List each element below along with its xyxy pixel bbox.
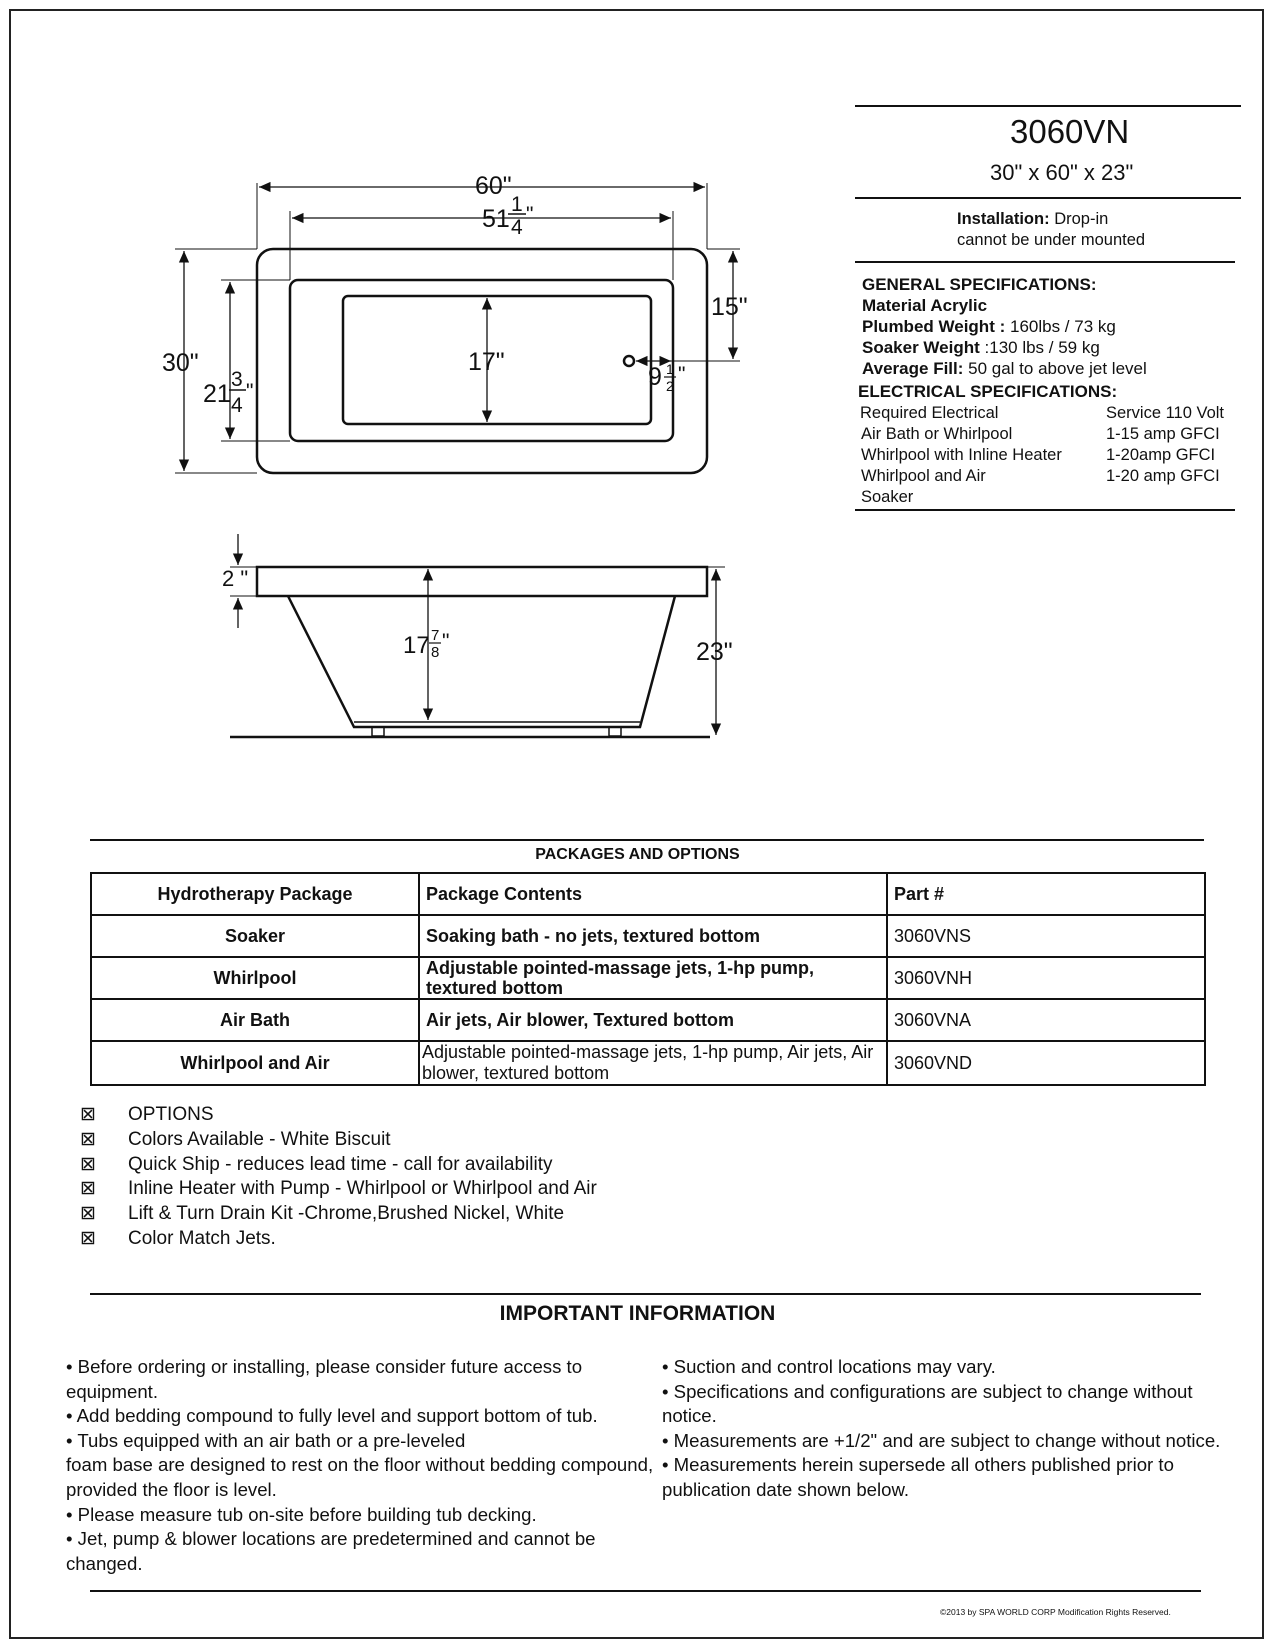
list-item (80, 1153, 597, 1178)
model-dimensions: 30" x 60" x 23" (990, 160, 1134, 185)
label-drain-offset-unit: " (678, 363, 686, 386)
label-inner-width-den: 4 (231, 394, 243, 417)
label-overall-height: 23" (696, 638, 733, 666)
package-part: 3060VND (887, 1041, 1205, 1085)
package-contents: Adjustable pointed-massage jets, 1-hp pump, textured bottom (419, 957, 887, 999)
label-inner-length-unit: " (526, 203, 534, 226)
packages-rule (90, 839, 1204, 841)
package-contents: Air jets, Air blower, Textured bottom (419, 999, 887, 1041)
option-bullet-icon: ⊠ (80, 1153, 96, 1175)
average-fill-value: 50 gal to above jet level (968, 359, 1147, 378)
option-text: Color Match Jets. (128, 1227, 276, 1249)
important-item: • Jet, pump & blower locations are predetermined and cannot be changed. (66, 1528, 596, 1574)
installation-label: Installation: (957, 210, 1050, 228)
soaker-weight-value: :130 lbs / 59 kg (984, 338, 1100, 357)
tub-foot-left (372, 727, 384, 736)
important-title: IMPORTANT INFORMATION (499, 1302, 776, 1325)
package-part: 3060VNS (887, 915, 1205, 957)
table-row (91, 1041, 1205, 1085)
header-part: Part # (887, 873, 1205, 915)
list-item (80, 1227, 597, 1252)
plumbed-weight-label: Plumbed Weight : (862, 317, 1006, 336)
tub-basin-side (288, 596, 675, 727)
label-depth-whole: 17 (403, 632, 430, 659)
option-bullet-icon: ⊠ (80, 1227, 96, 1249)
table-header-row (91, 873, 1205, 915)
option-text: OPTIONS (128, 1104, 214, 1125)
option-text: Quick Ship - reduces lead time - call for availability (128, 1153, 553, 1175)
label-depth-den: 8 (431, 644, 440, 661)
package-part: 3060VNA (887, 999, 1205, 1041)
general-specs-title: GENERAL SPECIFICATIONS: (862, 275, 1097, 294)
label-inner-width-whole: 21 (203, 380, 231, 408)
installation-info (957, 209, 1145, 251)
package-part: 3060VNH (887, 957, 1205, 999)
important-item: • Please measure tub on-site before building tub decking. (66, 1503, 537, 1525)
drain-circle (624, 356, 634, 366)
elec-label: Whirlpool with Inline Heater (861, 446, 1062, 464)
table-row (91, 999, 1205, 1041)
label-floor-width: 17" (468, 348, 505, 376)
package-name: Whirlpool and Air (91, 1041, 419, 1085)
installation-value: Drop-in (1054, 210, 1109, 228)
option-bullet-icon: ⊠ (80, 1178, 96, 1200)
tub-drawing (0, 0, 860, 760)
specs-rule-bottom (855, 509, 1235, 511)
important-left-column (66, 1355, 656, 1576)
important-item: foam base are designed to rest on the floor without bedding compound, provided the floor is level. (66, 1454, 654, 1500)
important-item: • Suction and control locations may vary. (662, 1356, 996, 1377)
tub-foot-right (609, 727, 621, 736)
option-bullet-icon: ⊠ (80, 1128, 96, 1150)
elec-value: 1-20 amp GFCI (1106, 467, 1220, 485)
label-depth-num: 7 (431, 627, 440, 644)
option-bullet-icon: ⊠ (80, 1104, 96, 1125)
package-name: Air Bath (91, 999, 419, 1041)
important-item: • Add bedding compound to fully level and support bottom of tub. (66, 1405, 598, 1427)
average-fill-label: Average Fill: (862, 359, 964, 378)
label-depth-unit: " (442, 630, 450, 653)
elec-label: Soaker (861, 488, 914, 506)
important-rule-bottom (90, 1590, 1201, 1592)
label-drain-offset-den: 2 (666, 378, 674, 394)
elec-label: Whirlpool and Air (861, 467, 986, 485)
packages-table (90, 872, 1206, 1086)
list-item (80, 1202, 597, 1227)
label-overall-length: 60" (475, 172, 512, 200)
label-overall-width: 30" (162, 349, 199, 377)
header-rule-top (855, 105, 1241, 107)
option-text: Lift & Turn Drain Kit -Chrome,Brushed Nickel, White (128, 1203, 565, 1225)
specs-rule-top (855, 261, 1235, 263)
list-item (80, 1177, 597, 1202)
general-specifications (862, 274, 1147, 379)
material-spec: Material Acrylic (862, 296, 988, 315)
elec-value: 1-20amp GFCI (1106, 446, 1216, 464)
electrical-specs-title: ELECTRICAL SPECIFICATIONS: (858, 382, 1118, 401)
label-inner-width-unit: " (246, 380, 254, 403)
important-item: • Measurements are +1/2" and are subject to change without notice. (662, 1429, 1221, 1451)
important-item: • Tubs equipped with an air bath or a pre-leveled (66, 1429, 466, 1451)
copyright-notice: ©2013 by SPA WORLD CORP Modification Rights Reserved. (940, 1607, 1171, 1617)
label-drain-side: 15" (711, 293, 748, 321)
option-bullet-icon: ⊠ (80, 1203, 96, 1225)
label-drain-offset-num: 1 (666, 361, 674, 377)
important-item: • Measurements herein supersede all others published prior to publication date shown below. (662, 1454, 1174, 1500)
option-text: Colors Available - White Biscuit (128, 1128, 391, 1150)
header-package: Hydrotherapy Package (91, 873, 419, 915)
installation-note: cannot be under mounted (957, 231, 1146, 249)
label-drain-offset-whole: 9 (648, 363, 662, 391)
label-deck-thickness: 2 " (222, 566, 249, 591)
label-inner-length-whole: 51 (482, 205, 510, 233)
header-rule-mid (855, 197, 1241, 199)
label-inner-length-den: 4 (511, 216, 523, 239)
packages-title: PACKAGES AND OPTIONS (535, 846, 740, 863)
important-item: • Specifications and configurations are subject to change without notice. (662, 1380, 1193, 1427)
model-number: 3060VN (1010, 113, 1130, 150)
label-inner-length-num: 1 (511, 193, 523, 216)
important-right-column (662, 1355, 1252, 1503)
important-item: • Before ordering or installing, please consider future access to equipment. (66, 1356, 583, 1402)
important-rule-top (90, 1293, 1201, 1295)
option-text: Inline Heater with Pump - Whirlpool or Whirlpool and Air (128, 1178, 597, 1200)
label-inner-width-num: 3 (231, 368, 243, 391)
list-item (80, 1128, 597, 1153)
elec-label: Air Bath or Whirlpool (861, 425, 1013, 443)
plumbed-weight-value: 160lbs / 73 kg (1009, 317, 1116, 336)
header-contents: Package Contents (419, 873, 887, 915)
list-item (80, 1103, 597, 1128)
options-list (80, 1103, 597, 1252)
package-name: Soaker (91, 915, 419, 957)
elec-label: Required Electrical (860, 404, 999, 422)
package-name: Whirlpool (91, 957, 419, 999)
table-row (91, 915, 1205, 957)
elec-value: 1-15 amp GFCI (1106, 425, 1220, 443)
package-contents: Soaking bath - no jets, textured bottom (419, 915, 887, 957)
elec-value: Service 110 Volt (1106, 404, 1225, 422)
table-row (91, 957, 1205, 999)
tub-deck-side (257, 567, 707, 596)
soaker-weight-label: Soaker Weight (862, 338, 980, 357)
package-contents: Adjustable pointed-massage jets, 1-hp pump, Air jets, Air blower, textured bottom (419, 1041, 887, 1085)
